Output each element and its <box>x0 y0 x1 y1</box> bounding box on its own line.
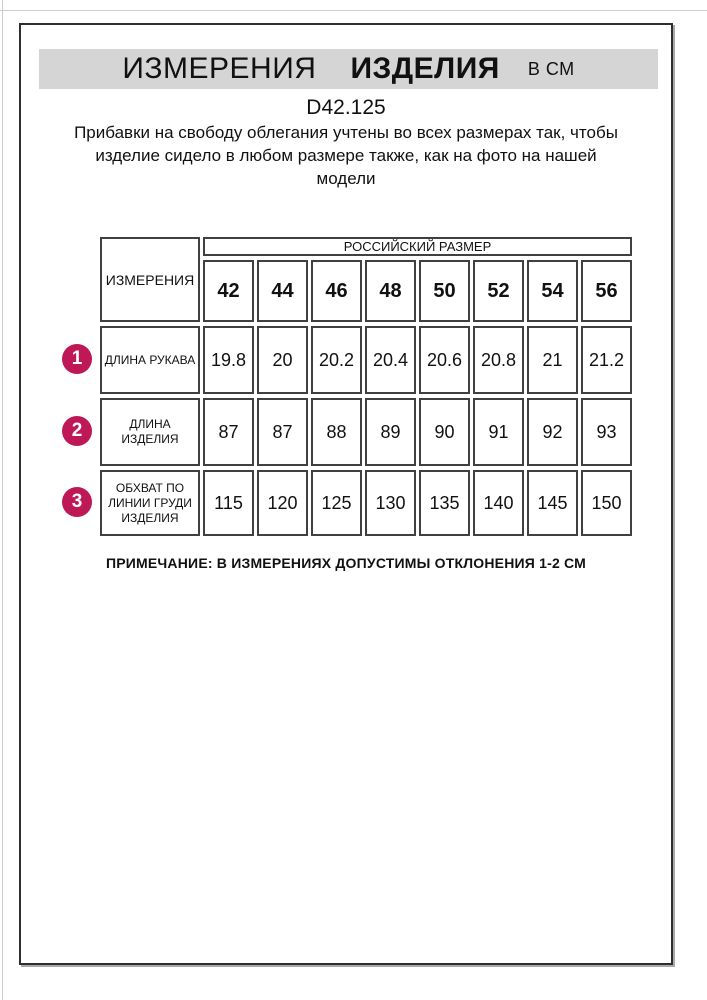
title-band <box>39 49 658 89</box>
row-label-cell: ДЛИНА ИЗДЕЛИЯ <box>100 398 200 466</box>
size-header-cell: 54 <box>527 260 578 322</box>
title-product: ИЗДЕЛИЯ <box>350 52 500 85</box>
value-cell: 90 <box>419 398 470 466</box>
row-label-cell: ДЛИНА РУКАВА <box>100 326 200 394</box>
value-cell: 145 <box>527 470 578 536</box>
value-cell: 20.6 <box>419 326 470 394</box>
page-edge-line-top <box>0 10 707 11</box>
fit-description: Прибавки на свободу облегания учтены во всех размерах так, чтобы изделие сидело в любом размере также, как на фото на нашей модели <box>74 123 618 188</box>
value-cell: 87 <box>203 398 254 466</box>
tolerance-note: ПРИМЕЧАНИЕ: В ИЗМЕРЕНИЯХ ДОПУСТИМЫ ОТКЛОНЕНИЯ 1-2 СМ <box>105 555 587 571</box>
value-cell: 20.2 <box>311 326 362 394</box>
row-label-cell: ОБХВАТ ПО ЛИНИИ ГРУДИ ИЗДЕЛИЯ <box>100 470 200 536</box>
value-cell: 120 <box>257 470 308 536</box>
value-cell: 93 <box>581 398 632 466</box>
value-cell: 21 <box>527 326 578 394</box>
value-cell: 91 <box>473 398 524 466</box>
size-header-cell: 48 <box>365 260 416 322</box>
page-edge-line-left <box>2 0 3 1000</box>
value-cell: 125 <box>311 470 362 536</box>
table-row-product-length <box>100 398 632 466</box>
value-cell: 140 <box>473 470 524 536</box>
value-cell: 20.4 <box>365 326 416 394</box>
value-cell: 20.8 <box>473 326 524 394</box>
table-row-sleeve-length <box>100 326 632 394</box>
size-header-cell: 46 <box>311 260 362 322</box>
size-header-cell: 52 <box>473 260 524 322</box>
size-header-cell: 50 <box>419 260 470 322</box>
value-cell: 89 <box>365 398 416 466</box>
value-cell: 92 <box>527 398 578 466</box>
title-measurements: ИЗМЕРЕНИЯ <box>122 52 317 85</box>
value-cell: 150 <box>581 470 632 536</box>
value-cell: 130 <box>365 470 416 536</box>
value-cell: 87 <box>257 398 308 466</box>
row-number-badge-3: 3 <box>62 487 92 517</box>
size-group-header-cell: РОССИЙСКИЙ РАЗМЕР <box>203 237 632 256</box>
value-cell: 88 <box>311 398 362 466</box>
row-number-badge-2: 2 <box>62 416 92 446</box>
value-cell: 20 <box>257 326 308 394</box>
measurements-table <box>97 233 635 540</box>
corner-header-cell: ИЗМЕРЕНИЯ <box>100 237 200 322</box>
table-row-chest-girth <box>100 470 632 536</box>
page-frame <box>19 23 673 965</box>
article-number: D42.125 <box>306 96 386 119</box>
value-cell: 115 <box>203 470 254 536</box>
row-number-badge-1: 1 <box>62 344 92 374</box>
value-cell: 135 <box>419 470 470 536</box>
size-header-cell: 44 <box>257 260 308 322</box>
value-cell: 21.2 <box>581 326 632 394</box>
value-cell: 19.8 <box>203 326 254 394</box>
size-header-cell: 56 <box>581 260 632 322</box>
table-row-size-group <box>100 237 632 256</box>
size-header-cell: 42 <box>203 260 254 322</box>
title-unit: В СМ <box>527 58 575 79</box>
